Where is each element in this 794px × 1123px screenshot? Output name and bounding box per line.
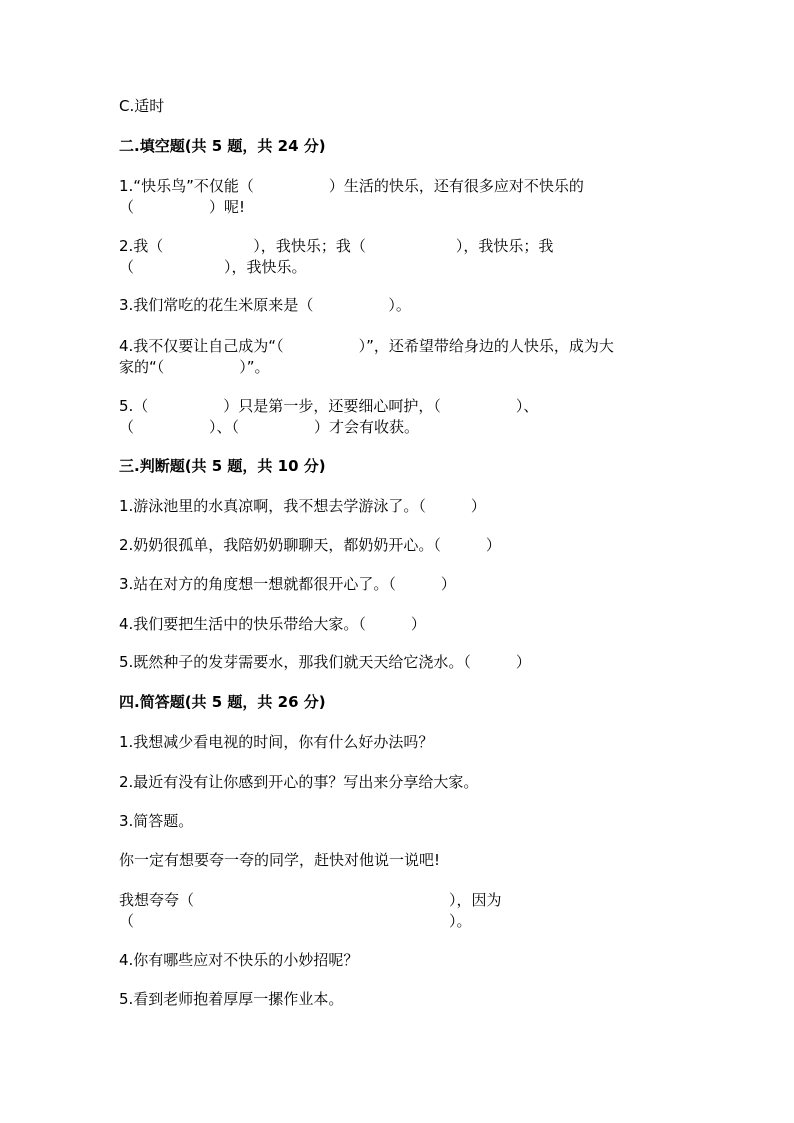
section-4-heading: 四.简答题(共 5 题，共 26 分) xyxy=(119,693,326,711)
short-question-1: 1.我想减少看电视的时间，你有什么好办法吗？ xyxy=(119,733,434,751)
fill-question-4-line-1: 4.我不仅要让自己成为“（ ）”，还希望带给身边的人快乐，成为大 xyxy=(119,337,614,355)
fill-question-5-line-1: 5.（ ）只是第一步，还要细心呵护，（ ）、 xyxy=(119,397,539,415)
fill-question-2-line-1: 2.我（ ），我快乐；我（ ），我快乐；我 xyxy=(119,237,554,255)
fill-question-3: 3.我们常吃的花生米原来是（ ）。 xyxy=(119,296,411,314)
short-question-3-fill-line-1: 我想夸夸（ ），因为 xyxy=(119,891,502,909)
short-question-3-fill-line-2: （ ）。 xyxy=(119,912,472,930)
option-c: C.适时 xyxy=(119,97,165,115)
section-2-heading: 二.填空题(共 5 题，共 24 分) xyxy=(119,137,326,155)
judge-question-3: 3.站在对方的角度想一想就都很开心了。（ ） xyxy=(119,575,456,593)
short-question-2: 2.最近有没有让你感到开心的事？写出来分享给大家。 xyxy=(119,773,479,791)
short-question-3-prompt: 你一定有想要夸一夸的同学，赶快对他说一说吧! xyxy=(119,851,441,869)
judge-question-1: 1.游泳池里的水真凉啊，我不想去学游泳了。（ ） xyxy=(119,497,486,515)
short-question-3: 3.简答题。 xyxy=(119,812,194,830)
fill-question-2-line-2: （ ），我快乐。 xyxy=(119,258,307,276)
judge-question-2: 2.奶奶很孤单，我陪奶奶聊聊天，都奶奶开心。（ ） xyxy=(119,536,501,554)
fill-question-5-line-2: （ ）、（ ）才会有收获。 xyxy=(119,418,420,436)
section-3-heading: 三.判断题(共 5 题，共 10 分) xyxy=(119,457,326,475)
fill-question-4-line-2: 家的“（ ）”。 xyxy=(119,358,270,376)
short-question-4: 4.你有哪些应对不快乐的小妙招呢？ xyxy=(119,951,359,969)
judge-question-5: 5.既然种子的发芽需要水，那我们就天天给它浇水。（ ） xyxy=(119,653,531,671)
fill-question-1-line-2: （ ）呢! xyxy=(119,198,246,216)
fill-question-1-line-1: 1.“快乐鸟”不仅能（ ）生活的快乐，还有很多应对不快乐的 xyxy=(119,177,584,195)
short-question-5: 5.看到老师抱着厚厚一摞作业本。 xyxy=(119,990,344,1008)
judge-question-4: 4.我们要把生活中的快乐带给大家。（ ） xyxy=(119,615,426,633)
